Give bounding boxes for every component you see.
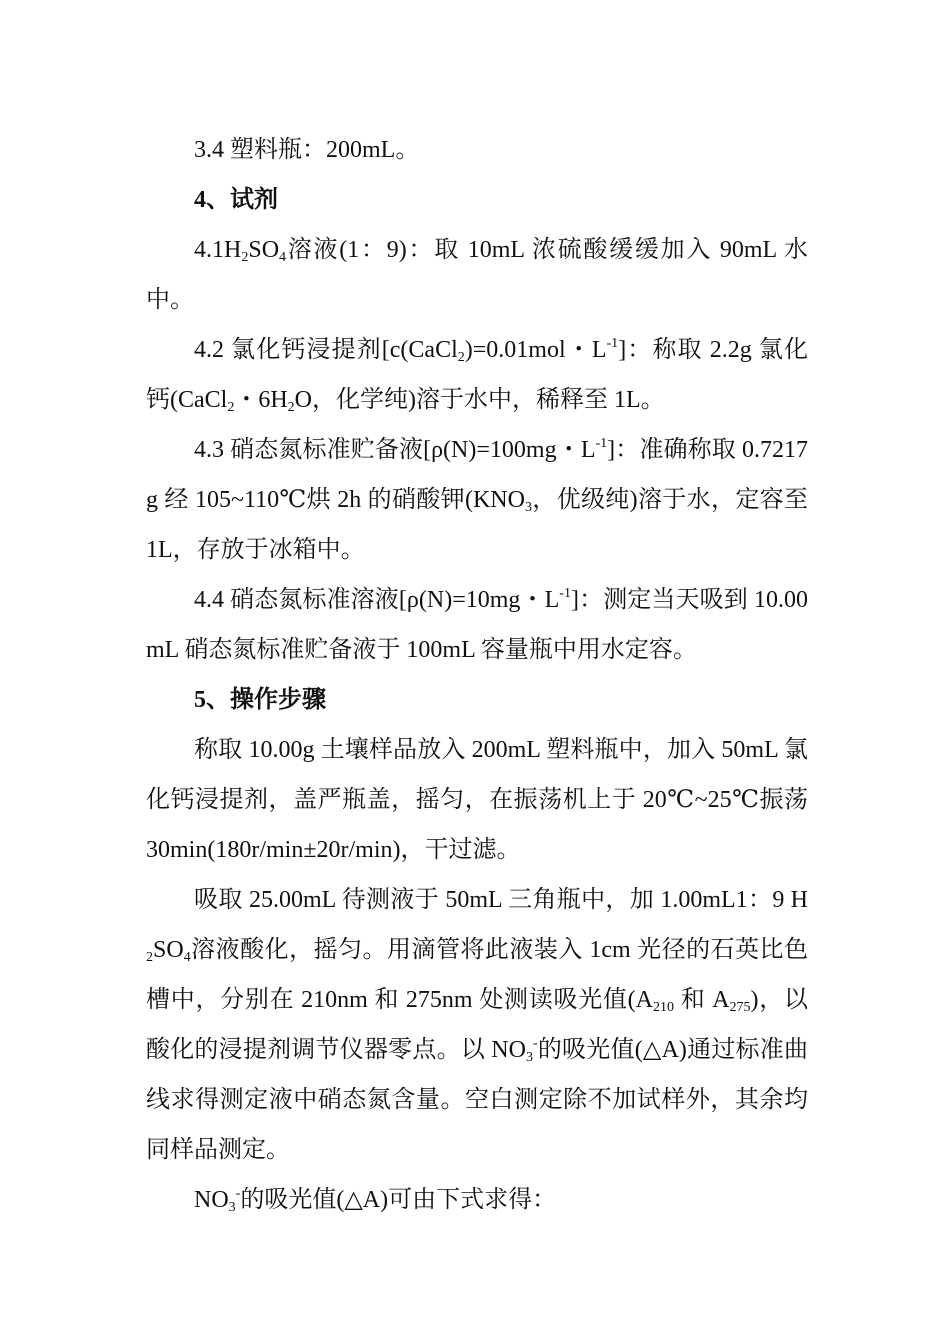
section-heading-procedure <box>146 675 808 725</box>
subscript: 275 <box>729 1000 751 1015</box>
text-run: ]：称取 2.2g 氯化钙(CaCl <box>146 337 808 413</box>
text-run: O，化学纯)溶于水中，稀释至 1L。 <box>294 387 665 413</box>
subscript: 2 <box>457 350 465 365</box>
superscript: -1 <box>559 586 571 601</box>
subscript: 4 <box>183 950 191 965</box>
superscript: -1 <box>595 436 608 451</box>
text-run: 4.4 硝态氮标准溶液[ρ(N)=10mg・L <box>194 587 560 613</box>
text-run: 的吸光值(△A)通过标准曲线求得测定液中硝态氮含量。空白测定除不加试样外，其余均同样品测定。 <box>146 1037 808 1163</box>
document-body <box>146 125 808 1225</box>
text-run: 吸取 25.00mL 待测液于 50mL 三角瓶中，加 1.00mL1：9 H <box>194 887 808 913</box>
subscript: 3 <box>228 1200 236 1215</box>
paragraph-4-4-nitrate-standard-solution <box>146 575 808 675</box>
text-run: 的吸光值(△A)可由下式求得： <box>240 1187 557 1213</box>
subscript: 2 <box>146 950 153 965</box>
paragraph-weighing-extraction <box>146 725 808 875</box>
paragraph-absorbance-formula-intro <box>146 1175 808 1225</box>
text-run: ・6H <box>234 387 288 413</box>
paragraph-4-3-nitrate-stock-solution <box>146 425 808 575</box>
subscript: 210 <box>653 1000 675 1015</box>
paragraph-4-1-sulfuric-acid <box>146 225 808 325</box>
text-run: 和 A <box>674 987 730 1013</box>
text-run: SO <box>248 237 280 263</box>
subscript: 2 <box>227 400 235 415</box>
text-run: 4.3 硝态氮标准贮备液[ρ(N)=100mg・L <box>194 437 596 463</box>
superscript: - <box>532 1036 538 1051</box>
subscript: 3 <box>525 1050 533 1065</box>
subscript: 2 <box>241 250 249 265</box>
subscript: 2 <box>287 400 295 415</box>
text-run: NO <box>194 1187 229 1213</box>
text-run: ]：准确称取 0.7217g 经 105~110℃烘 2h 的硝酸钾(KNO <box>146 437 808 513</box>
superscript: -1 <box>606 336 619 351</box>
text-run: )，以酸化的浸提剂调节仪器零点。以 NO <box>146 987 808 1063</box>
text-run: 溶液(1：9)：取 10mL 浓硫酸缓缓加入 90mL 水中。 <box>146 237 808 313</box>
superscript: - <box>235 1186 241 1201</box>
text-run: ]：测定当天吸到 10.00mL 硝态氮标准贮备液于 100mL 容量瓶中用水定容。 <box>146 587 808 663</box>
paragraph-3-4-plastic-bottle <box>146 125 808 175</box>
text-run: 5、操作步骤 <box>194 687 326 713</box>
text-run: )=0.01mol・L <box>464 337 607 363</box>
text-run: SO <box>153 937 184 963</box>
text-run: 4、试剂 <box>194 187 278 213</box>
subscript: 4 <box>279 250 287 265</box>
paragraph-4-2-calcium-chloride-extractant <box>146 325 808 425</box>
text-run: 3.4 塑料瓶：200mL。 <box>194 137 420 163</box>
text-run: 溶液酸化，摇匀。用滴管将此液装入 1cm 光径的石英比色槽中，分别在 210nm 和 275nm 处测读吸光值(A <box>146 937 808 1013</box>
text-run: 4.1H <box>194 237 242 263</box>
text-run: 称取 10.00g 土壤样品放入 200mL 塑料瓶中，加入 50mL 氯化钙浸提剂，盖严瓶盖，摇匀，在振荡机上于 20℃~25℃振荡 30min(180r/min±20r/min)，干过滤。 <box>146 737 808 863</box>
text-run: ，优级纯)溶于水，定容至 1L，存放于冰箱中。 <box>146 487 808 563</box>
section-heading-reagents <box>146 175 808 225</box>
subscript: 3 <box>524 500 532 515</box>
text-run: 4.2 氯化钙浸提剂[c(CaCl <box>194 337 458 363</box>
paragraph-absorbance-measurement <box>146 875 808 1175</box>
